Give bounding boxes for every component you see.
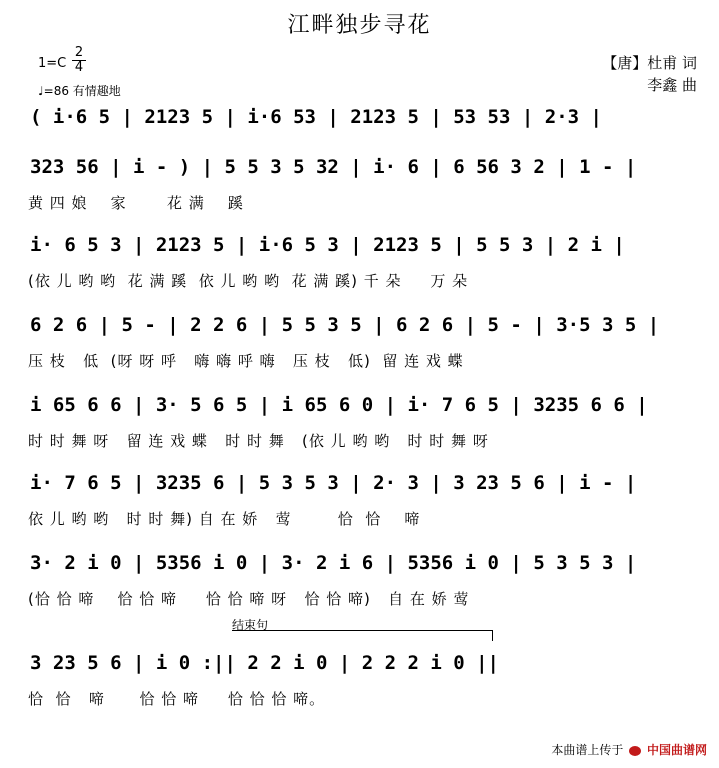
lyric-line: 依 儿 哟 哟 时 时 舞) 自 在 娇 莺 恰 恰 啼: [28, 510, 421, 528]
notation-row: 323 56 | i - ) | 5 5 3 5 32 | i· 6 | 6 56 3 2 | 1 - |: [30, 156, 637, 178]
notation-row: 3· 2 i 0 | 5356 i 0 | 3· 2 i 6 | 5356 i 0 | 5 3 5 3 |: [30, 552, 637, 574]
key-signature: 1=C: [38, 56, 67, 71]
lyric-line: 恰 恰 啼 恰 恰 啼 恰 恰 恰 啼。: [28, 690, 326, 708]
notation-row: i· 7 6 5 | 3235 6 | 5 3 5 3 | 2· 3 | 3 23 5 6 | i - |: [30, 472, 637, 494]
lyric-line: 压 枝 低 (呀 呀 呼 嗨 嗨 呼 嗨 压 枝 低) 留 连 戏 蝶: [28, 352, 464, 370]
lyricist-credit: 【唐】杜甫 词: [602, 54, 697, 72]
lyric-line: 黄 四 娘 家 花 满 蹊: [28, 194, 244, 212]
site-logo-icon: [629, 746, 641, 756]
time-signature: [72, 46, 86, 75]
composer-credit: 李鑫 曲: [647, 76, 697, 94]
credits: [602, 52, 697, 96]
lyric-line: (依 儿 哟 哟 花 满 蹊 依 儿 哟 哟 花 满 蹊) 千 朵 万 朵: [28, 272, 469, 290]
song-title: 江畔独步寻花: [287, 13, 432, 38]
notation-row: i· 6 5 3 | 2123 5 | i·6 5 3 | 2123 5 | 5 5 3 | 2 i |: [30, 234, 625, 256]
site-name: 中国曲谱网: [646, 743, 707, 757]
notation-row: i 65 6 6 | 3· 5 6 5 | i 65 6 0 | i· 7 6 5 | 3235 6 6 |: [30, 394, 648, 416]
notation-row: 3 23 5 6 | i 0 :|| 2 2 i 0 | 2 2 2 i 0 ||: [30, 652, 499, 674]
upload-footer: [551, 741, 707, 758]
time-numerator: 2: [72, 46, 86, 61]
notation-row: ( i·6 5 | 2123 5 | i·6 53 | 2123 5 | 53 53 | 2·3 |: [30, 106, 602, 128]
lyric-line: (恰 恰 啼 恰 恰 啼 恰 恰 啼 呀 恰 恰 啼) 自 在 娇 莺: [28, 590, 470, 608]
footer-text: 本曲谱上传于: [551, 743, 624, 757]
ending-bracket: [232, 630, 493, 641]
notation-row: 6 2 6 | 5 - | 2 2 6 | 5 5 3 5 | 6 2 6 | 5 - | 3·5 3 5 |: [30, 314, 660, 336]
time-denominator: 4: [74, 60, 84, 75]
tempo-marking: ♩=86 有情趣地: [38, 84, 121, 98]
ending-label: 结束句: [232, 618, 269, 632]
lyric-line: 时 时 舞 呀 留 连 戏 蝶 时 时 舞 (依 儿 哟 哟 时 时 舞 呀: [28, 432, 489, 450]
